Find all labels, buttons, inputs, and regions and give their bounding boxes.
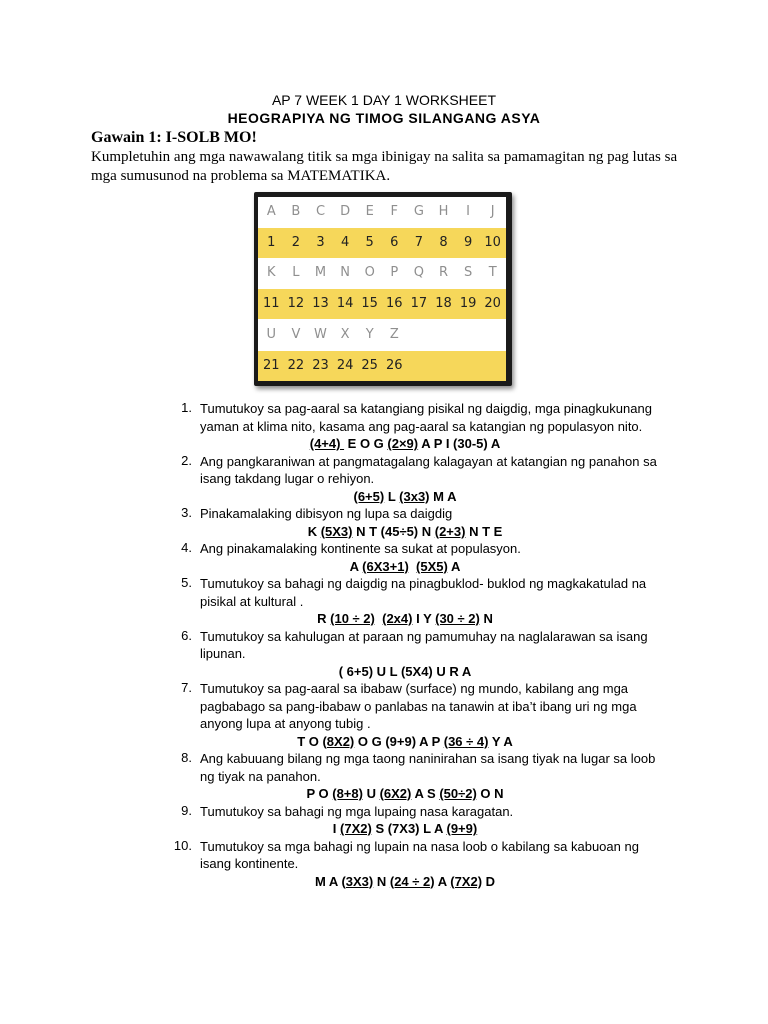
question-item xyxy=(0,540,768,575)
math-problem: (2+3) xyxy=(434,523,466,539)
given-letters: P O xyxy=(306,786,333,801)
code-letter: Z xyxy=(389,326,399,342)
answer-puzzle xyxy=(0,488,768,506)
question-number: 1. xyxy=(181,400,192,415)
code-number: 26 xyxy=(386,357,403,373)
code-number: 23 xyxy=(312,357,329,373)
given-letters: O N xyxy=(476,786,504,801)
question-text: Ang pinakamalaking kontinente sa sukat at populasyon. xyxy=(200,541,521,556)
given-letters: S (7X3) L A xyxy=(371,821,447,836)
given-letters: U xyxy=(362,786,380,801)
math-problem: (5X3) xyxy=(320,523,353,539)
math-problem: (50÷2) xyxy=(439,786,477,801)
given-letters: I xyxy=(332,821,341,836)
answer-puzzle xyxy=(0,558,768,576)
code-letter: P xyxy=(390,265,399,281)
question-text: Tumutukoy sa mga bahagi ng lupain na nasa loob o kabilang sa kabuoan ng isang kontinente. xyxy=(200,838,639,871)
worksheet-subtitle: HEOGRAPIYA NG TIMOG SILANGANG ASYA xyxy=(227,110,541,126)
question-number: 4. xyxy=(181,540,192,555)
given-letters: N T (45÷5) N xyxy=(352,523,435,539)
code-number: 7 xyxy=(414,234,424,250)
code-letter: R xyxy=(438,265,448,281)
question-item xyxy=(0,400,768,453)
code-letter: H xyxy=(438,204,449,219)
question-number: 8. xyxy=(181,750,192,765)
code-table-row-numbers xyxy=(258,228,506,258)
given-letters: A xyxy=(349,558,363,574)
code-letter: Y xyxy=(365,326,374,342)
given-letters: N xyxy=(373,873,390,889)
code-number: 6 xyxy=(390,234,399,250)
math-problem: (3X3) xyxy=(341,873,374,889)
given-letters: A S xyxy=(411,786,440,801)
code-number: 16 xyxy=(386,296,403,312)
code-number: 8 xyxy=(439,234,448,250)
code-letter: S xyxy=(463,265,473,281)
activity-heading: Gawain 1: I-SOLB MO! xyxy=(91,129,257,146)
question-number: 7. xyxy=(181,680,192,695)
question-number: 6. xyxy=(181,627,192,643)
letter-number-code-table xyxy=(254,192,512,386)
code-letter: L xyxy=(292,265,300,281)
question-text: Ang kabuuang bilang ng mga taong naninirahan sa isang tiyak na lugar sa loob ng tiyak na panahon. xyxy=(200,751,656,784)
math-problem: (8+8) xyxy=(332,786,363,801)
code-letter: X xyxy=(340,326,350,342)
given-letters: A xyxy=(447,558,461,574)
question-text: Ang pangkaraniwan at pangmatagalang kalagayan at katangian ng panahon sa isang takdang lugar o rehiyon. xyxy=(200,453,657,486)
question-item xyxy=(0,838,768,891)
instructions-text: Kumpletuhin ang mga nawawalang titik sa mga ibinigay na salita sa pamamagitan ng pag lutas sa mga sumusunod na problema sa MATEMATIKA. xyxy=(91,149,678,184)
answer-puzzle xyxy=(0,663,768,681)
given-letters: E O G xyxy=(344,436,388,451)
given-letters: N xyxy=(479,611,493,626)
given-letters: L xyxy=(384,488,400,504)
code-letter: O xyxy=(364,265,375,281)
question-text: Tumutukoy sa kahulugan at paraan ng pamumuhay na naglalarawan sa isang lipunan. xyxy=(200,628,648,661)
question-item xyxy=(0,750,768,803)
code-letter: B xyxy=(291,204,301,219)
code-number: 14 xyxy=(336,296,354,312)
given-letters: N T E xyxy=(465,523,503,539)
answer-puzzle xyxy=(0,733,768,751)
code-number: 11 xyxy=(263,296,280,312)
code-letter: D xyxy=(340,204,351,219)
code-letter: A xyxy=(266,204,276,219)
code-letter: M xyxy=(314,265,327,281)
question-item xyxy=(0,680,768,750)
given-letters: K xyxy=(307,523,321,539)
question-text: Tumutukoy sa pag-aaral sa ibabaw (surface) ng mundo, kabilang ang mga pagbabago sa pang-ibabaw o panlabas na tanawin at iba’t ibang uri ng mga anyong lupa at anyong tubig . xyxy=(200,681,637,731)
math-problem: (2x4) xyxy=(382,611,413,626)
math-problem: (24 ÷ 2) xyxy=(389,873,435,889)
given-letters: A P I (30-5) A xyxy=(418,436,501,451)
given-letters: A xyxy=(434,873,451,889)
answer-puzzle xyxy=(0,873,768,891)
question-number: 2. xyxy=(181,452,192,468)
given-letters: M A xyxy=(314,873,342,889)
question-text: Tumutukoy sa pag-aaral sa katangiang pisikal ng daigdig, mga pinagkukunang yaman at klima nito, kasama ang pag-aaral sa katangian ng populasyon nito. xyxy=(200,401,652,434)
question-text: Tumutukoy sa bahagi ng daigdig na pinagbuklod- buklod ng magkakatulad na pisikal at kultural . xyxy=(200,576,647,609)
code-table-row-letters xyxy=(258,197,506,227)
code-letter: Q xyxy=(413,265,424,281)
code-letter: I xyxy=(466,204,471,219)
code-table-row-letters xyxy=(258,258,506,288)
question-item xyxy=(0,453,768,506)
code-number: 21 xyxy=(263,357,280,373)
math-problem: (6+5) xyxy=(353,488,385,504)
code-letter: V xyxy=(291,326,301,342)
question-number: 9. xyxy=(181,802,192,818)
answer-puzzle xyxy=(0,523,768,541)
code-table-grid xyxy=(258,197,506,381)
code-number: 24 xyxy=(336,357,354,373)
given-letters: T O xyxy=(297,733,323,749)
code-letter: N xyxy=(340,265,350,281)
code-number: 10 xyxy=(484,234,501,250)
question-number: 5. xyxy=(181,575,192,590)
math-problem: (36 ÷ 4) xyxy=(443,733,489,749)
question-item xyxy=(0,803,768,838)
code-letter: F xyxy=(390,204,399,219)
math-problem: (2×9) xyxy=(387,436,419,451)
math-problem: (5X5) xyxy=(416,558,448,574)
code-letter: G xyxy=(413,204,424,219)
answer-puzzle xyxy=(0,785,768,803)
answer-puzzle xyxy=(0,610,768,628)
question-item xyxy=(0,628,768,681)
code-table-row-letters xyxy=(258,320,506,350)
code-number: 4 xyxy=(340,234,350,250)
code-number: 18 xyxy=(435,296,452,312)
code-number: 12 xyxy=(287,296,305,312)
math-problem: (6X2) xyxy=(379,786,412,801)
math-problem: (30 ÷ 2) xyxy=(435,611,480,626)
code-number: 3 xyxy=(316,234,325,250)
given-letters: Y A xyxy=(488,733,513,749)
code-letter: K xyxy=(267,265,276,281)
question-item xyxy=(0,505,768,540)
code-letter: T xyxy=(488,265,497,281)
given-letters: M A xyxy=(429,488,457,504)
code-number: 1 xyxy=(267,234,276,250)
given-letters: I Y xyxy=(412,611,436,626)
code-number: 15 xyxy=(361,296,378,312)
code-letter: J xyxy=(490,204,495,219)
given-letters: O G (9+9) A P xyxy=(354,733,444,749)
math-problem: (9+9) xyxy=(446,821,478,836)
code-table-row-numbers xyxy=(258,289,506,319)
math-problem: (6X3+1) xyxy=(362,558,409,574)
question-text: Tumutukoy sa bahagi ng mga lupaing nasa karagatan. xyxy=(200,803,514,819)
math-problem: (8X2) xyxy=(322,733,355,749)
math-problem: (7X2) xyxy=(340,821,372,836)
given-letters xyxy=(409,559,416,574)
code-number: 17 xyxy=(410,296,428,312)
code-number: 25 xyxy=(361,357,378,373)
answer-puzzle xyxy=(0,820,768,838)
math-problem: (4+4) xyxy=(309,436,345,451)
code-letter: E xyxy=(365,204,374,219)
answer-puzzle xyxy=(0,435,768,453)
code-number: 9 xyxy=(463,234,473,250)
question-list xyxy=(0,400,768,890)
math-problem: (3x3) xyxy=(399,488,430,504)
given-letters: D xyxy=(482,873,496,889)
code-number: 13 xyxy=(312,296,329,312)
math-problem: (7X2) xyxy=(450,873,483,889)
given-letters: ( 6+5) U L (5X4) U R A xyxy=(338,663,472,679)
question-number: 3. xyxy=(181,505,192,520)
code-table-row-numbers xyxy=(258,351,506,381)
worksheet-title: AP 7 WEEK 1 DAY 1 WORKSHEET xyxy=(271,92,497,108)
code-letter: W xyxy=(314,326,327,342)
code-letter: U xyxy=(266,326,277,342)
code-number: 5 xyxy=(365,234,374,250)
code-number: 22 xyxy=(287,357,305,373)
code-number: 2 xyxy=(291,234,301,250)
question-text: Pinakamalaking dibisyon ng lupa sa daigdig xyxy=(200,506,453,521)
code-number: 19 xyxy=(459,296,477,312)
question-number: 10. xyxy=(173,837,192,853)
given-letters: R xyxy=(317,611,331,626)
code-letter: C xyxy=(315,204,326,219)
code-number: 20 xyxy=(484,296,501,312)
question-item xyxy=(0,575,768,628)
math-problem: (10 ÷ 2) xyxy=(330,611,375,626)
